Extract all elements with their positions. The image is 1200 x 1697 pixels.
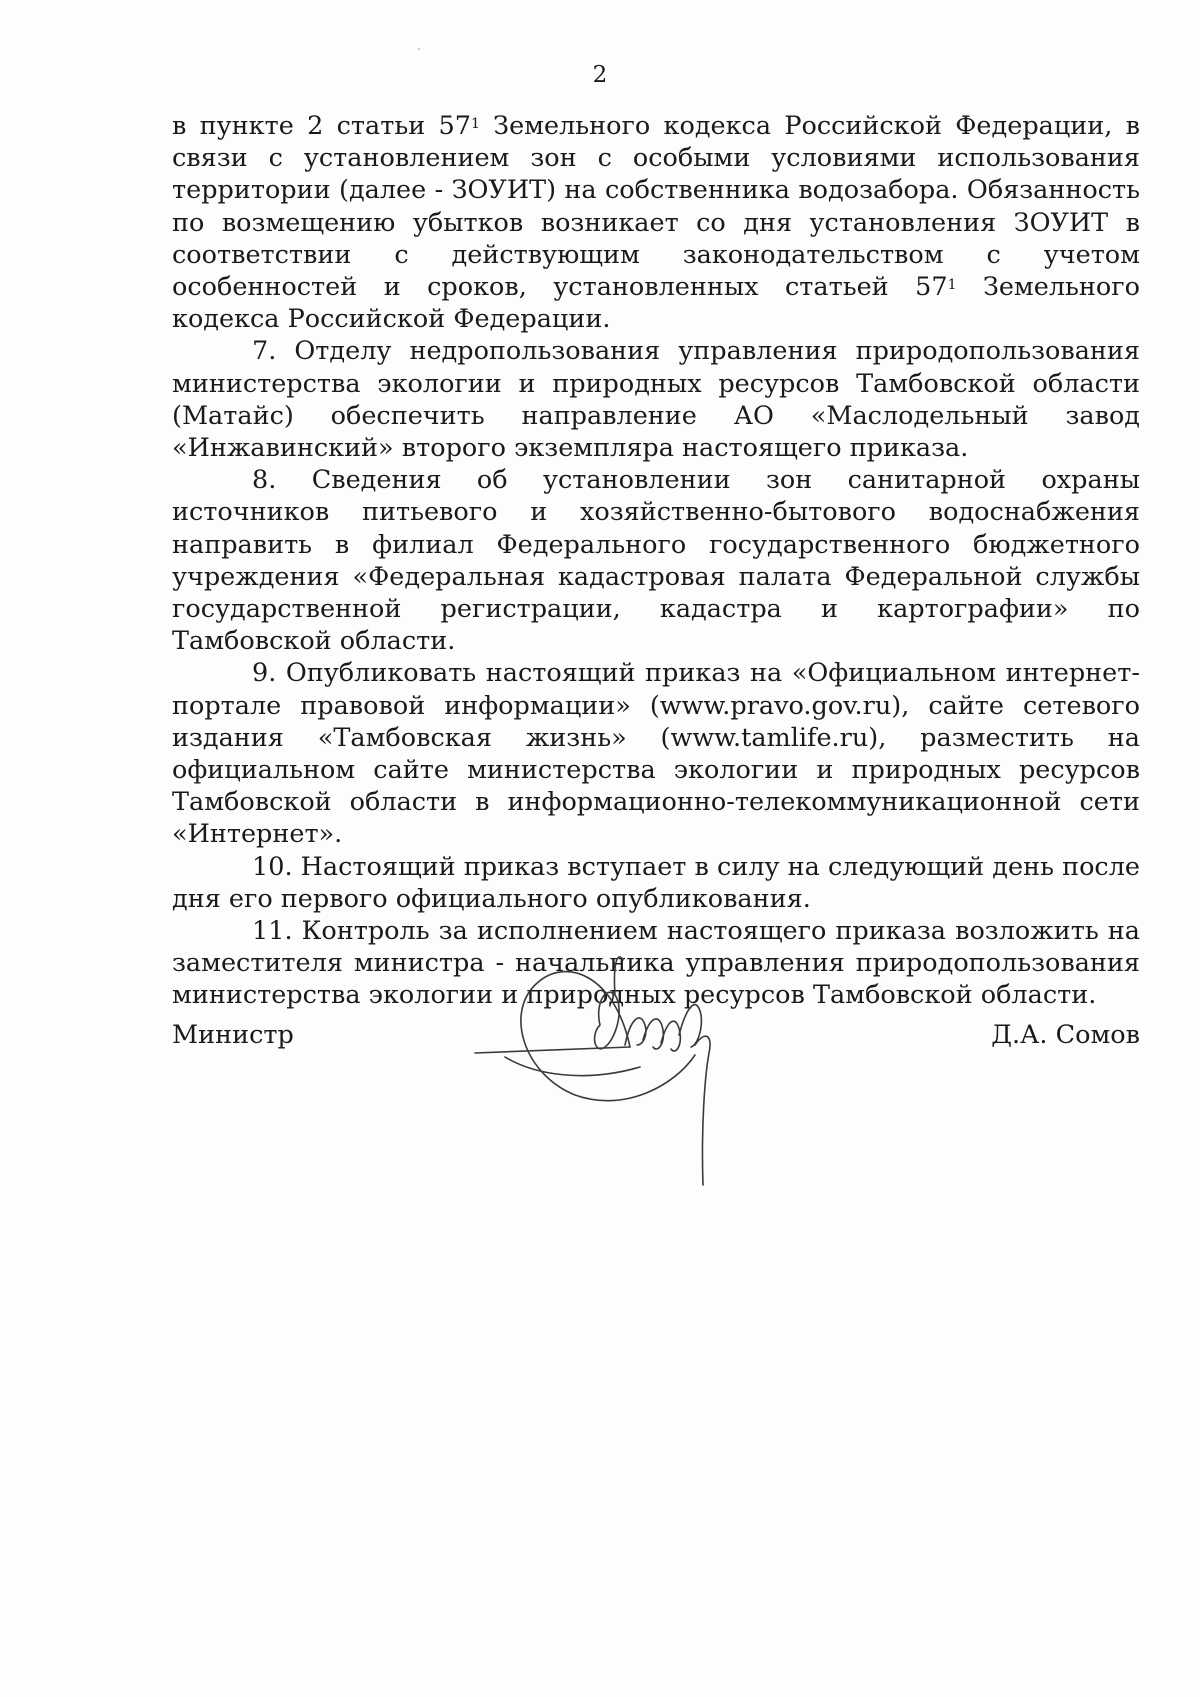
superscript: 1 [947,277,957,294]
paragraph-text: Земельного кодекса Российской Федерации, в связи с установлением зон с особыми условиями использования территории (далее - ЗОУИТ) на собственника водозабора. Обязанность по возмещению убытков возникает со дня установления ЗОУИТ в соответствии с действующим законодательством с учетом особенностей и сроков, установленных статьей 57 [172,111,1140,303]
paragraph-item-7: 7. Отделу недропользования управления природопользования министерства экологии и природных ресурсов Тамбовской области (Матайс) обеспечить направление АО «Маслодельный завод «Инжавинский» второго экземпляра настоящего приказа. [172,336,1140,464]
page-number: 2 [592,62,608,88]
superscript: 1 [470,116,480,132]
paragraph-item-8: 8. Сведения об установлении зон санитарной охраны источников питьевого и хозяйственно-бытового водоснабжения направить в филиал Федерального государственного бюджетного учреждения «Федеральная кадастровая палата Федеральной службы государственной регистрации, кадастра и картографии» по Тамбовской области. [172,465,1140,657]
paragraph-item-11: 11. Контроль за исполнением настоящего приказа возложить на заместителя министра - начальника управления природопользования министерства экологии и природных ресурсов Тамбовской области. [172,916,1140,1011]
signatory-name: Д.А. Сомов [991,1020,1140,1050]
handwritten-signature [465,935,795,1195]
paragraph-text: в пункте 2 статьи 57 [172,111,471,141]
paragraph-item-10: 10. Настоящий приказ вступает в силу на следующий день после дня его первого официального опубликования. [172,851,1140,914]
signatory-title: Министр [172,1020,294,1050]
scan-artifact [418,48,420,50]
document-body [172,110,1140,1012]
paragraph-item-9: 9. Опубликовать настоящий приказ на «Официальном интернет-портале правовой информации» (www.pravo.gov.ru), сайте сетевого издания «Тамбовская жизнь» (www.tamlife.ru), разместить на официальном сайте министерства экологии и природных ресурсов Тамбовской области в информационно-телекоммуникационной сети «Интернет». [172,658,1140,850]
paragraph-continuation [172,110,1140,335]
paragraph-text: Земельного кодекса Российской Федерации. [172,272,1140,335]
